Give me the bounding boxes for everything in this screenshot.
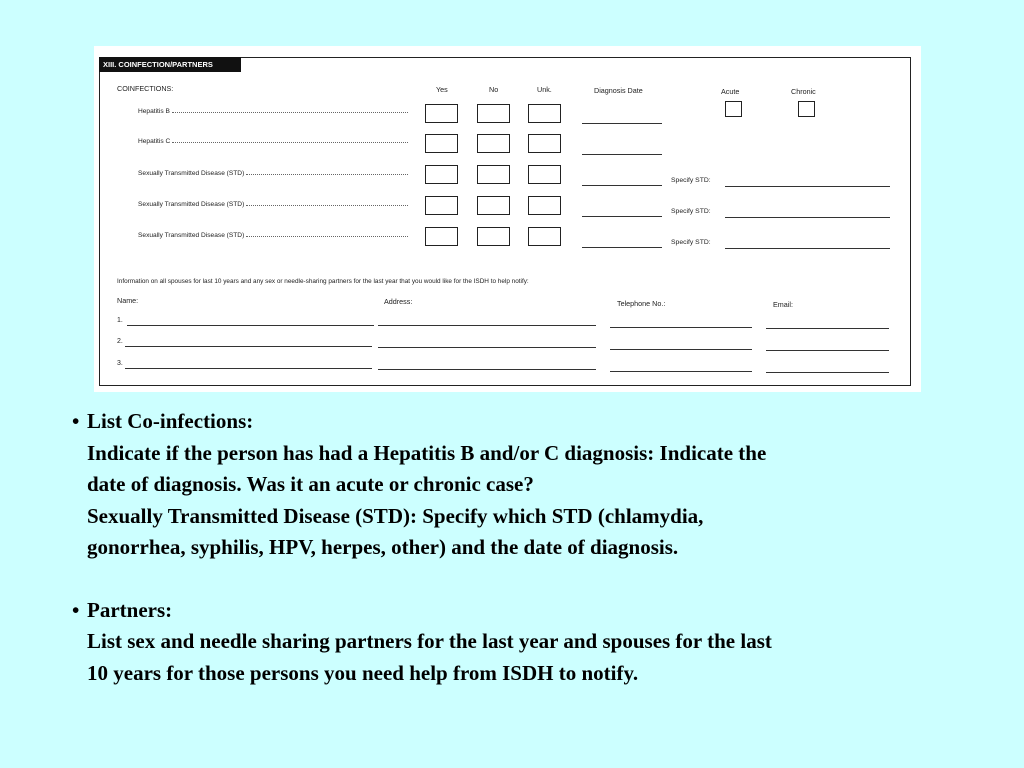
partner-3-name-field[interactable]	[125, 368, 372, 369]
hepb-diagnosis-date-field[interactable]	[582, 123, 662, 124]
partners-text-line: List sex and needle sharing partners for the last year and spouses for the last	[87, 629, 772, 653]
bullet-dot: •	[72, 597, 80, 622]
std1-specify-field[interactable]	[725, 186, 890, 187]
partner-3-address-field[interactable]	[378, 369, 596, 370]
hepc-unk-checkbox[interactable]	[528, 134, 561, 153]
hepc-yes-checkbox[interactable]	[425, 134, 458, 153]
row-label-std-1: Sexually Transmitted Disease (STD)	[138, 170, 408, 177]
std1-specify-label: Specify STD:	[671, 177, 711, 184]
partner-col-address: Address:	[384, 297, 413, 306]
hepb-acute-checkbox[interactable]	[725, 101, 742, 117]
bullet-dot: •	[72, 409, 80, 433]
hepb-no-checkbox[interactable]	[477, 104, 510, 123]
std3-no-checkbox[interactable]	[477, 227, 510, 246]
partner-col-telephone: Telephone No.:	[617, 299, 666, 308]
std1-no-checkbox[interactable]	[477, 165, 510, 184]
col-unk: Unk.	[537, 85, 552, 94]
coinfections-text-line: gonorrhea, syphilis, HPV, herpes, other) and the date of diagnosis.	[87, 535, 679, 559]
col-diagnosis-date: Diagnosis Date	[594, 86, 643, 95]
bullet-coinfections	[72, 406, 952, 438]
partner-col-email: Email:	[773, 300, 793, 309]
partner-2-name-field[interactable]	[125, 346, 372, 347]
partner-2-address-field[interactable]	[378, 347, 596, 348]
std1-diagnosis-date-field[interactable]	[582, 185, 662, 186]
coinfections-heading: List Co-infections:	[87, 409, 254, 433]
instructions	[72, 406, 952, 689]
hepb-chronic-checkbox[interactable]	[798, 101, 815, 117]
col-acute: Acute	[721, 87, 740, 96]
row-label-hepatitis-c: Hepatitis C	[138, 138, 408, 145]
std2-specify-field[interactable]	[725, 217, 890, 218]
std3-yes-checkbox[interactable]	[425, 227, 458, 246]
std2-no-checkbox[interactable]	[477, 196, 510, 215]
partner-2-email-field[interactable]	[766, 350, 889, 351]
partners-info-text: Information on all spouses for last 10 years and any sex or needle-sharing partners for the last year that you would like for the ISDH to help notify:	[117, 278, 529, 285]
partners-heading: Partners:	[87, 597, 173, 622]
std3-diagnosis-date-field[interactable]	[582, 247, 662, 248]
std2-yes-checkbox[interactable]	[425, 196, 458, 215]
partner-1-name-field[interactable]	[127, 325, 374, 326]
std2-unk-checkbox[interactable]	[528, 196, 561, 215]
partner-1-address-field[interactable]	[378, 325, 596, 326]
partner-row-number: 3.	[117, 360, 123, 367]
coinfections-text-line: date of diagnosis. Was it an acute or chronic case?	[87, 472, 534, 496]
hepc-no-checkbox[interactable]	[477, 134, 510, 153]
section-title: XIII. COINFECTION/PARTNERS	[99, 57, 241, 72]
partner-row-number: 2.	[117, 338, 123, 345]
partner-1-email-field[interactable]	[766, 328, 889, 329]
bullet-partners	[72, 595, 952, 627]
row-label-std-2: Sexually Transmitted Disease (STD)	[138, 201, 408, 208]
std2-diagnosis-date-field[interactable]	[582, 216, 662, 217]
coinfection-partners-form	[94, 46, 921, 392]
col-yes: Yes	[436, 85, 448, 94]
std3-specify-label: Specify STD:	[671, 239, 711, 246]
partner-3-telephone-field[interactable]	[610, 371, 752, 372]
std3-unk-checkbox[interactable]	[528, 227, 561, 246]
col-no: No	[489, 85, 499, 94]
std3-specify-field[interactable]	[725, 248, 890, 249]
row-label-std-3: Sexually Transmitted Disease (STD)	[138, 232, 408, 239]
partner-col-name: Name:	[117, 296, 139, 305]
partner-3-email-field[interactable]	[766, 372, 889, 373]
partners-text-line: 10 years for those persons you need help from ISDH to notify.	[87, 660, 639, 685]
row-label-hepatitis-b: Hepatitis B	[138, 108, 408, 115]
std2-specify-label: Specify STD:	[671, 208, 711, 215]
partner-2-telephone-field[interactable]	[610, 349, 752, 350]
std1-yes-checkbox[interactable]	[425, 165, 458, 184]
col-chronic: Chronic	[791, 87, 816, 96]
std1-unk-checkbox[interactable]	[528, 165, 561, 184]
hepb-yes-checkbox[interactable]	[425, 104, 458, 123]
hepc-diagnosis-date-field[interactable]	[582, 154, 662, 155]
partner-1-telephone-field[interactable]	[610, 327, 752, 328]
hepb-unk-checkbox[interactable]	[528, 104, 561, 123]
coinfections-text-line: Indicate if the person has had a Hepatitis B and/or C diagnosis: Indicate the	[87, 440, 767, 465]
coinfections-label: COINFECTIONS:	[117, 84, 174, 93]
partner-row-number: 1.	[117, 317, 123, 324]
coinfections-text-line: Sexually Transmitted Disease (STD): Specify which STD (chlamydia,	[87, 503, 704, 528]
